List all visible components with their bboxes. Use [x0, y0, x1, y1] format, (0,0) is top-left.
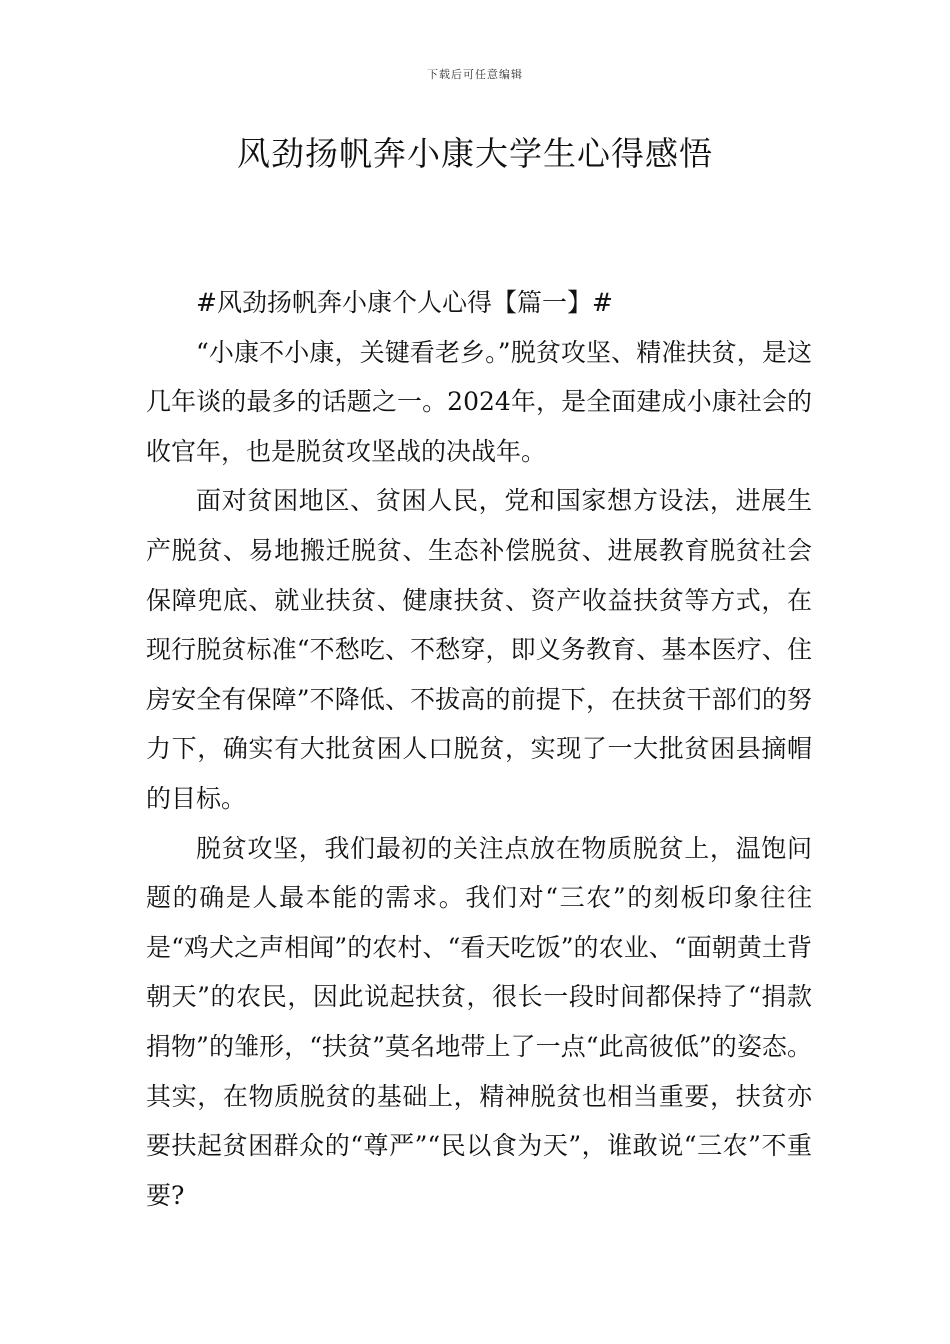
- document-body: [146, 278, 812, 1220]
- paragraph-2: 面对贫困地区、贫困人民，党和国家想方设法，进展生产脱贫、易地搬迁脱贫、生态补偿脱贫、进展教育脱贫社会保障兜底、就业扶贫、健康扶贫、资产收益扶贫等方式，在现行脱贫标准“不愁吃、不愁穿，即义务教育、基本医疗、住房安全有保障”不降低、不拔高的前提下，在扶贫干部们的努力下，确实有大批贫困人口脱贫，实现了一大批贫困县摘帽的目标。: [146, 486, 812, 813]
- paragraph-3: 脱贫攻坚，我们最初的关注点放在物质脱贫上，温饱问题的确是人最本能的需求。我们对“三农”的刻板印象往往是“鸡犬之声相闻”的农村、“看天吃饭”的农业、“面朝黄土背朝天”的农民，因此说起扶贫，很长一段时间都保持了“捐款捐物”的雏形，“扶贫”莫名地带上了一点“此高彼低”的姿态。其实，在物质脱贫的基础上，精神脱贫也相当重要，扶贫亦要扶起贫困群众的“尊严”“民以食为天”，谁敢说“三农”不重要?: [146, 833, 812, 1210]
- document-title: 风劲扬帆奔小康大学生心得感悟: [237, 134, 713, 173]
- header-note: 下载后可任意编辑: [427, 68, 523, 81]
- section-heading: #风劲扬帆奔小康个人心得【篇一】#: [196, 288, 613, 317]
- paragraph-1: “小康不小康，关键看老乡。”脱贫攻坚、精准扶贫，是这几年谈的最多的话题之一。2024年，是全面建成小康社会的收官年，也是脱贫攻坚战的决战年。: [146, 337, 812, 466]
